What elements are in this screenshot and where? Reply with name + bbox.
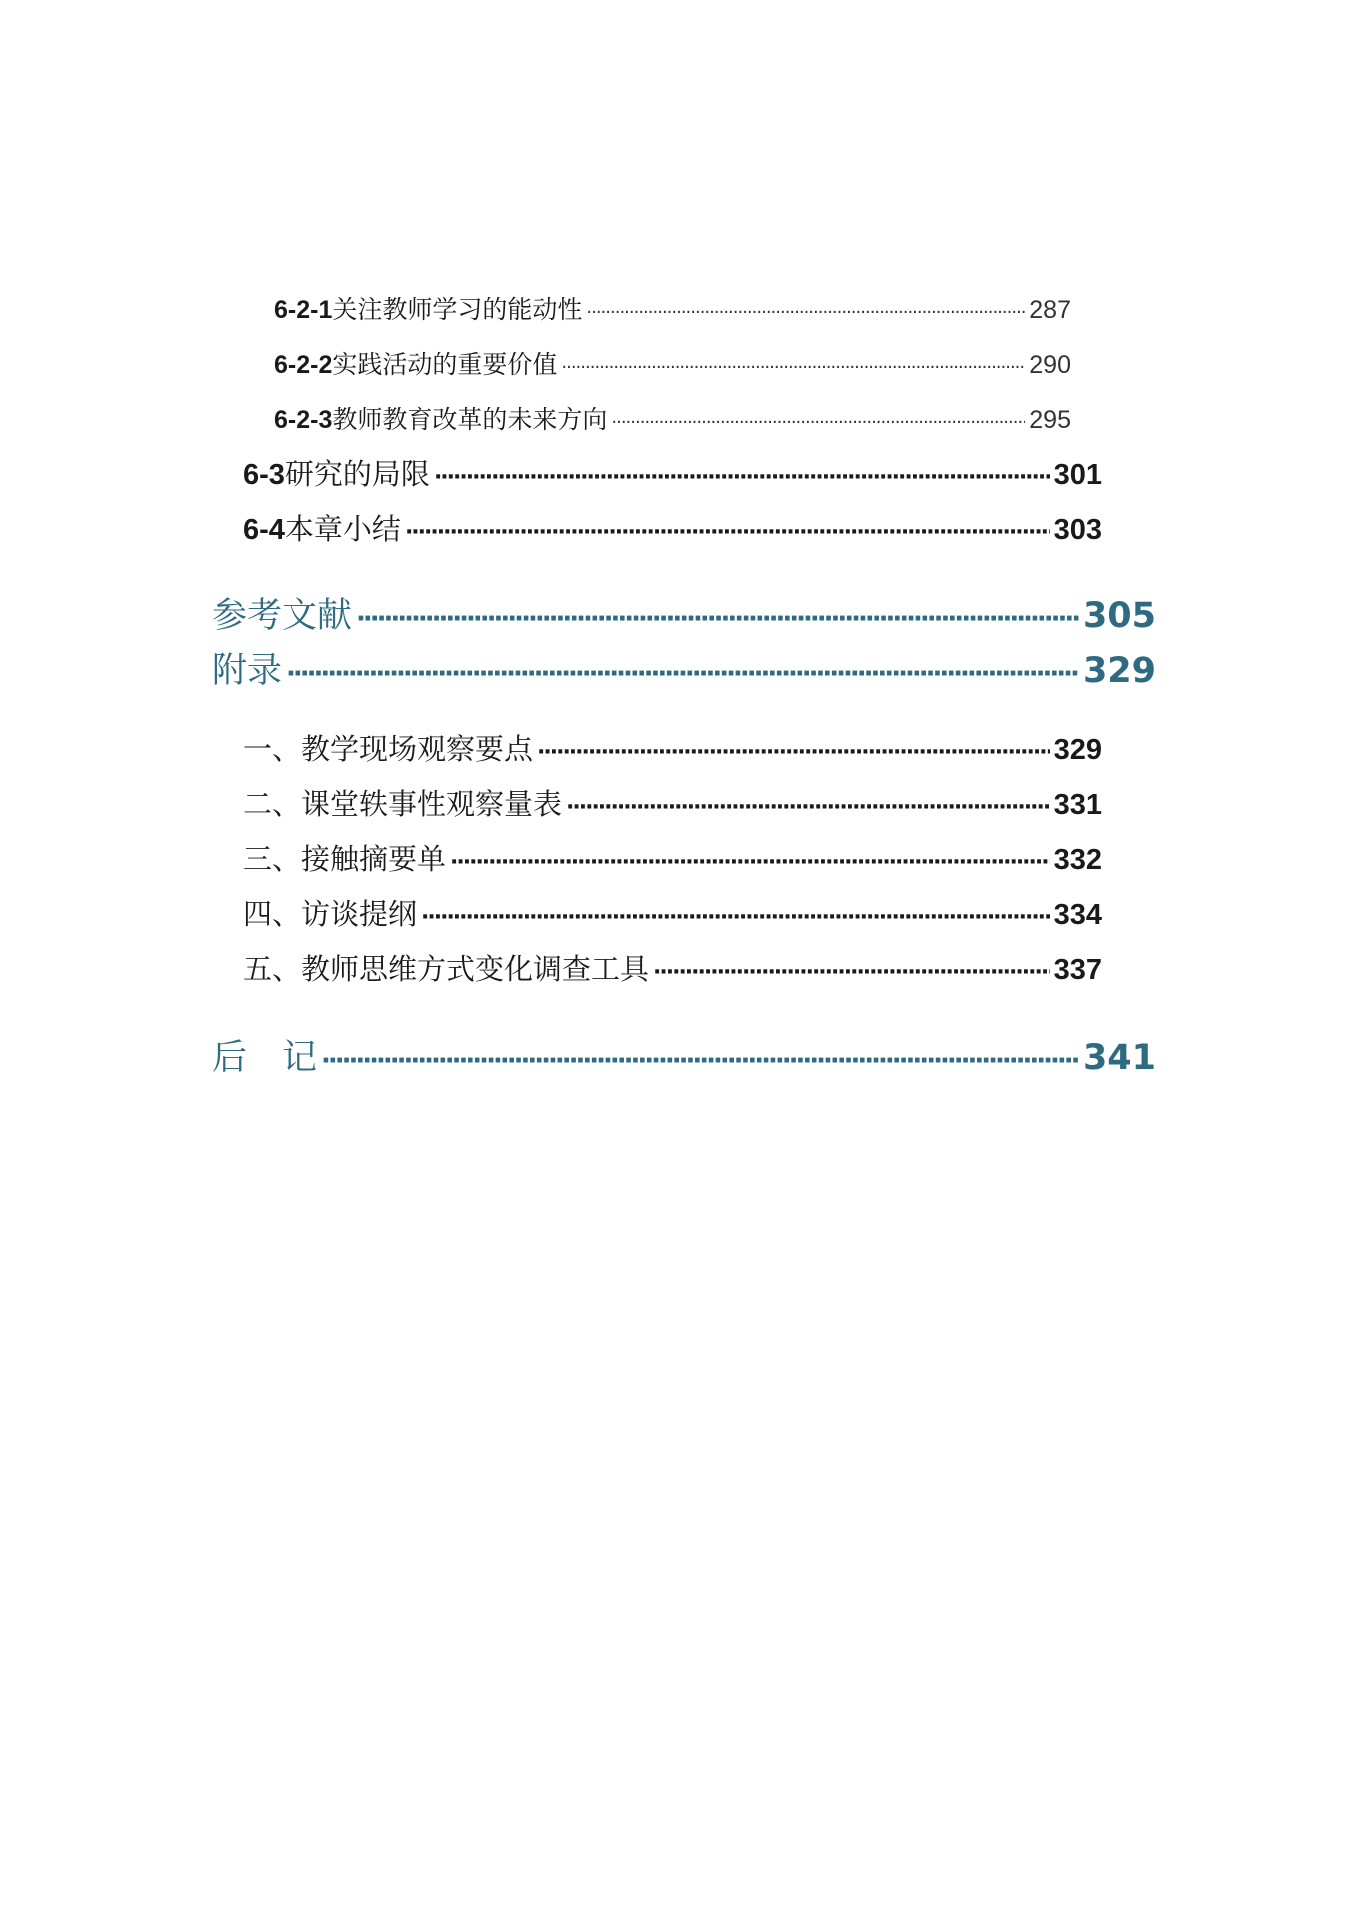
toc-entry-postscript[interactable]: [212, 1030, 1156, 1080]
dot-leader: [653, 960, 1050, 985]
page-number: 303: [1053, 514, 1102, 546]
section-title: 三、接触摘要单: [243, 842, 447, 876]
dot-leader: [421, 905, 1050, 930]
page-number: 290: [1029, 351, 1071, 379]
toc-entry-appendix[interactable]: [212, 643, 1156, 693]
section-number: 6-2-3: [274, 406, 333, 434]
section-title: 本章小结: [284, 512, 401, 546]
page-number: 287: [1029, 296, 1071, 324]
dot-leader: [537, 740, 1050, 765]
section-title: 二、课堂轶事性观察量表: [243, 787, 563, 821]
toc-entry-6-4[interactable]: [243, 507, 1102, 548]
page-number: 334: [1053, 899, 1102, 931]
dot-leader: [434, 465, 1050, 490]
dot-leader: [561, 357, 1025, 378]
toc-entry-appendix-2[interactable]: [243, 782, 1102, 823]
page-number: 329: [1053, 734, 1102, 766]
toc-entry-appendix-3[interactable]: [243, 837, 1102, 878]
toc-entry-appendix-5[interactable]: [243, 947, 1102, 988]
page-number: 341: [1082, 1038, 1156, 1078]
section-title: 实践活动的重要价值: [332, 350, 558, 379]
dot-leader: [321, 1046, 1079, 1076]
page-number: 331: [1053, 789, 1102, 821]
chapter-title: 后 记: [212, 1038, 318, 1078]
page-number: 295: [1029, 406, 1071, 434]
page-number: 337: [1053, 954, 1102, 986]
dot-leader: [611, 412, 1025, 433]
toc-entry-appendix-4[interactable]: [243, 892, 1102, 933]
dot-leader: [286, 659, 1079, 689]
toc-entry-appendix-1[interactable]: [243, 727, 1102, 768]
chapter-title: 附录: [212, 651, 283, 691]
toc-entry-6-2-3[interactable]: [274, 400, 1071, 436]
dot-leader: [586, 302, 1025, 323]
toc-entry-6-2-2[interactable]: [274, 345, 1071, 381]
section-number: 6-2-2: [274, 351, 333, 379]
dot-leader: [405, 520, 1050, 545]
toc-entry-6-3[interactable]: [243, 452, 1102, 493]
section-title: 五、教师思维方式变化调查工具: [243, 952, 650, 986]
dot-leader: [566, 795, 1050, 820]
page-number: 332: [1053, 844, 1102, 876]
section-title: 研究的局限: [284, 457, 430, 491]
page-number: 305: [1082, 596, 1156, 636]
page-number: 301: [1053, 459, 1102, 491]
toc-entry-references[interactable]: [212, 588, 1156, 638]
page-number: 329: [1082, 651, 1156, 691]
section-number: 6-3: [243, 459, 285, 491]
toc-entry-6-2-1[interactable]: [274, 290, 1071, 326]
section-title: 教师教育改革的未来方向: [332, 405, 608, 434]
section-title: 关注教师学习的能动性: [332, 295, 583, 324]
section-title: 一、教学现场观察要点: [243, 732, 534, 766]
dot-leader: [450, 850, 1050, 875]
section-title: 四、访谈提纲: [243, 897, 418, 931]
dot-leader: [356, 604, 1079, 634]
section-number: 6-2-1: [274, 296, 333, 324]
section-number: 6-4: [243, 514, 285, 546]
chapter-title: 参考文献: [212, 596, 353, 636]
